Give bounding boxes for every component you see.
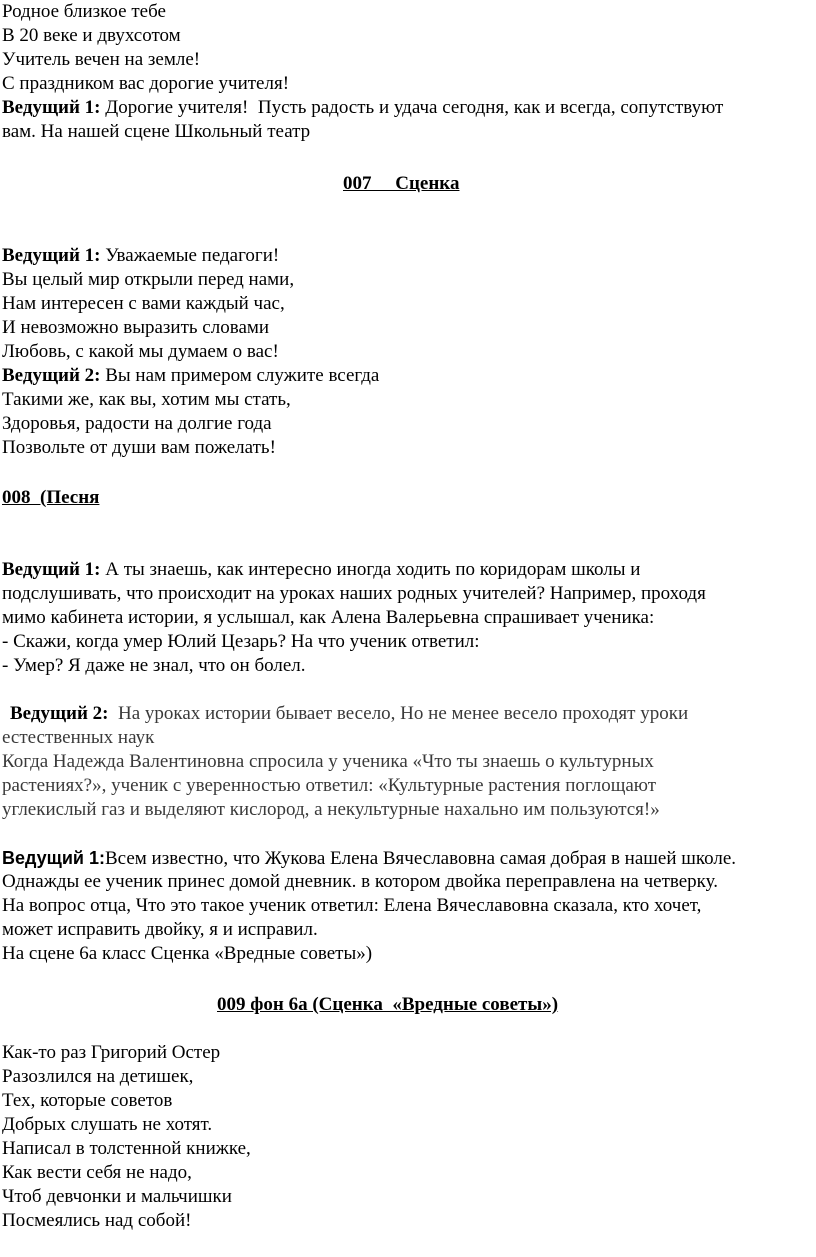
paragraph-line [2,364,379,388]
intro-line: Учитель вечен на земле! [2,49,201,70]
paragraph-line: Однажды ее ученик принес домой дневник. в котором двойка переправлена на четверку. [2,871,718,892]
paragraph-line: На сцене 6а класс Сценка «Вредные советы») [2,943,373,964]
paragraph-line: может исправить двойку, я и исправил. [2,919,318,940]
speech-text: На уроках истории бывает весело, Но не менее весело проходят уроки [108,703,689,724]
poem-line: Как вести себя не надо, [2,1162,192,1183]
paragraph-line: естественных наук [2,727,155,748]
speech-text: Вы нам примером служите всегда [100,365,380,386]
speaker-label: Ведущий 2: [2,365,101,386]
poem-line: Позвольте от души вам пожелать! [2,437,276,458]
speech-text: Уважаемые педагоги! [100,245,280,266]
intro-line: В 20 веке и двухсотом [2,25,181,46]
paragraph-line: подслушивать, что происходит на уроках наших родных учителей? Например, проходя [2,583,706,604]
intro-line: С праздником вас дорогие учителя! [2,73,290,94]
poem-line: Тех, которые советов [2,1090,173,1111]
poem-line: Написал в толстенной книжке, [2,1138,251,1159]
paragraph-line [2,244,279,268]
poem-line: Здоровья, радости на долгие года [2,413,272,434]
speech-text: Дорогие учителя! Пусть радость и удача сегодня, как и всегда, сопутствуют [100,97,724,118]
paragraph-line: углекислый газ и выделяют кислород, а некультурные нахально им пользуются!» [2,799,660,820]
poem-line: Любовь, с какой мы думаем о вас! [2,341,279,362]
poem-line: Как-то раз Григорий Остер [2,1042,221,1063]
poem-line: Такими же, как вы, хотим мы стать, [2,389,291,410]
paragraph-line [2,846,736,871]
paragraph-line: Когда Надежда Валентиновна спросила у ученика «Что ты знаешь о культурных [2,751,654,772]
paragraph-line [2,96,723,120]
section-heading-008: 008 (Песня [2,487,100,508]
speech-text: Всем известно, что Жукова Елена Вячеславовна самая добрая в нашей школе. [105,848,737,869]
poem-line: И невозможно выразить словами [2,317,270,338]
speaker-label: Ведущий 1: [2,97,101,118]
poem-line: Разозлился на детишек, [2,1066,194,1087]
poem-line: Чтоб девчонки и мальчишки [2,1186,232,1207]
poem-line: Добрых слушать не хотят. [2,1114,213,1135]
poem-line: Вы целый мир открыли перед нами, [2,269,295,290]
paragraph-line: - Скажи, когда умер Юлий Цезарь? На что ученик ответил: [2,631,480,652]
poem-line: Посмеялись над собой! [2,1210,192,1231]
speaker-label: Ведущий 1: [2,848,105,868]
paragraph-line: вам. На нашей сцене Школьный театр [2,121,311,142]
paragraph-line [2,558,640,582]
speaker-label: Ведущий 1: [2,559,101,580]
paragraph-line: мимо кабинета истории, я услышал, как Алена Валерьевна спрашивает ученика: [2,607,655,628]
speaker-label: Ведущий 1: [2,245,101,266]
paragraph-line: На вопрос отца, Что это такое ученик ответил: Елена Вячеславовна сказала, кто хочет, [2,895,702,916]
intro-line: Родное близкое тебе [2,1,166,22]
speech-text: А ты знаешь, как интересно иногда ходить по коридорам школы и [100,559,641,580]
speaker-label: Ведущий 2: [10,703,109,724]
paragraph-line: растениях?», ученик с уверенностью ответил: «Культурные растения поглощают [2,775,657,796]
section-heading-009: 009 фон 6а (Сценка «Вредные советы») [217,994,559,1015]
paragraph-line [10,702,688,726]
section-heading-007: 007 Сценка [343,173,460,194]
paragraph-line: - Умер? Я даже не знал, что он болел. [2,655,306,676]
poem-line: Нам интересен с вами каждый час, [2,293,285,314]
